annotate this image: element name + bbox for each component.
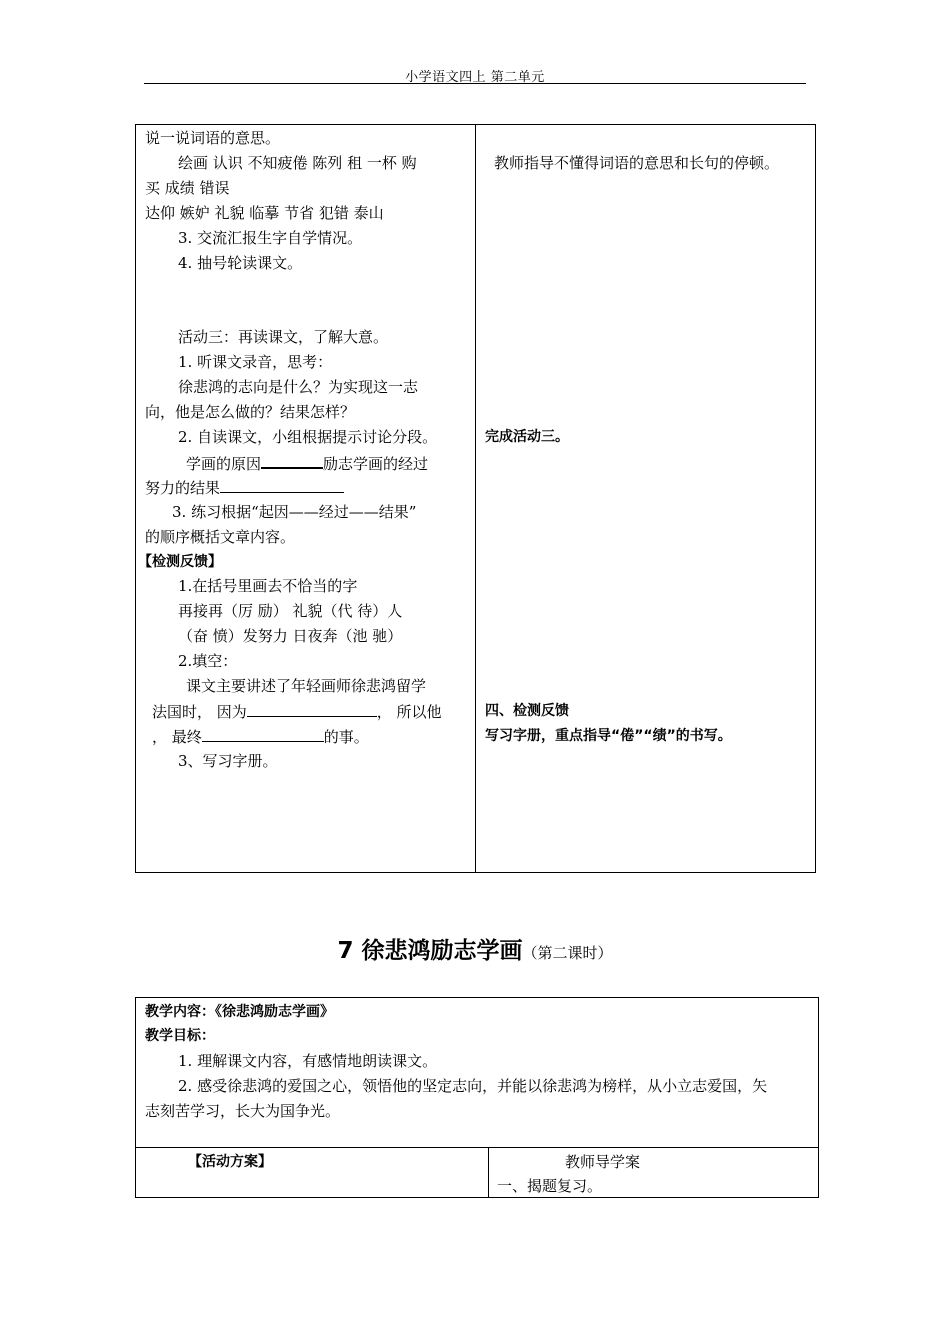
text-line [152, 701, 442, 722]
text-line: 活动三：再读课文，了解大意。 [178, 328, 389, 346]
fill-blank [247, 701, 377, 717]
table2-col-divider [488, 1147, 489, 1198]
text-line: 1. 听课文录音，思考： [178, 353, 333, 371]
text-line: （奋 愤）发努力 日夜奔（池 驰） [178, 627, 403, 645]
text-line: 说一说词语的意思。 [145, 129, 281, 147]
section-heading: 【检测反馈】 [138, 554, 222, 570]
text-line: 达仰 嫉妒 礼貌 临摹 节省 犯错 泰山 [145, 204, 384, 222]
header-rule [144, 83, 806, 84]
lesson-title-sub: （第二课时） [522, 944, 613, 962]
header-text: 小学语文四上 第二单元 [405, 70, 545, 85]
teaching-goals-label: 教学目标： [145, 1028, 215, 1044]
goal-item: 2. 感受徐悲鸿的爱国之心，领悟他的坚定志向，并能以徐悲鸿为榜样，从小立志爱国，矢 [178, 1077, 768, 1095]
text-segment: 的事。 [323, 728, 369, 746]
text-line [145, 477, 344, 498]
teacher-guide-label: 教师导学案 [565, 1153, 641, 1171]
fill-blank [220, 477, 344, 493]
fill-blank [202, 726, 324, 742]
text-line: 的顺序概括文章内容。 [145, 528, 296, 546]
text-line: 向，他是怎么做的？结果怎样？ [145, 403, 356, 421]
text-segment: 学画的原因 [186, 455, 262, 473]
teaching-content: 教学内容：《徐悲鸿励志学画》 [145, 1004, 334, 1020]
text-line: 课文主要讲述了年轻画师徐悲鸿留学 [186, 677, 427, 695]
text-line: 1.在括号里画去不恰当的字 [178, 577, 358, 595]
activity-plan-label: 【活动方案】 [188, 1154, 272, 1170]
text-line: 4. 抽号轮读课文。 [178, 254, 303, 272]
text-line: 3. 练习根据“起因——经过——结果” [172, 503, 417, 521]
text-line: 2.填空： [178, 652, 238, 670]
teacher-note: 完成活动三。 [485, 429, 569, 445]
fill-blank [261, 452, 323, 469]
text-segment: 励志学画的经过 [323, 455, 429, 473]
text-segment: ， 所以他 [376, 703, 442, 721]
goal-item: 1. 理解课文内容，有感情地朗读课文。 [178, 1052, 438, 1070]
goal-item: 志刻苦学习，长大为国争光。 [145, 1102, 341, 1120]
teacher-note: 教师指导不懂得词语的意思和长句的停顿。 [494, 154, 780, 172]
lesson-title [0, 932, 950, 965]
teacher-note: 四、检测反馈 [485, 703, 569, 719]
table1-divider [475, 124, 476, 873]
lesson-title-main: 7 徐悲鸿励志学画 [337, 938, 523, 964]
table2-row-divider [135, 1147, 819, 1148]
text-line: 徐悲鸿的志向是什么？为实现这一志 [178, 378, 419, 396]
text-line [152, 726, 369, 747]
text-line: 绘画 认识 不知疲倦 陈列 租 一杯 购 [178, 154, 417, 172]
text-line: 买 成绩 错误 [145, 179, 230, 197]
text-line: 2. 自读课文，小组根据提示讨论分段。 [178, 428, 438, 446]
text-segment: 法国时， 因为 [152, 703, 247, 721]
text-segment: ， 最终 [152, 728, 202, 746]
step-item: 一、揭题复习。 [497, 1177, 603, 1195]
teacher-note: 写习字册，重点指导“倦”“绩”的书写。 [485, 728, 732, 744]
text-segment: 努力的结果 [145, 479, 221, 497]
text-line: 3. 交流汇报生字自学情况。 [178, 229, 363, 247]
text-line: 再接再（厉 励） 礼貌（代 待）人 [178, 602, 403, 620]
text-line [186, 452, 428, 474]
text-line: 3、写习字册。 [178, 752, 278, 770]
